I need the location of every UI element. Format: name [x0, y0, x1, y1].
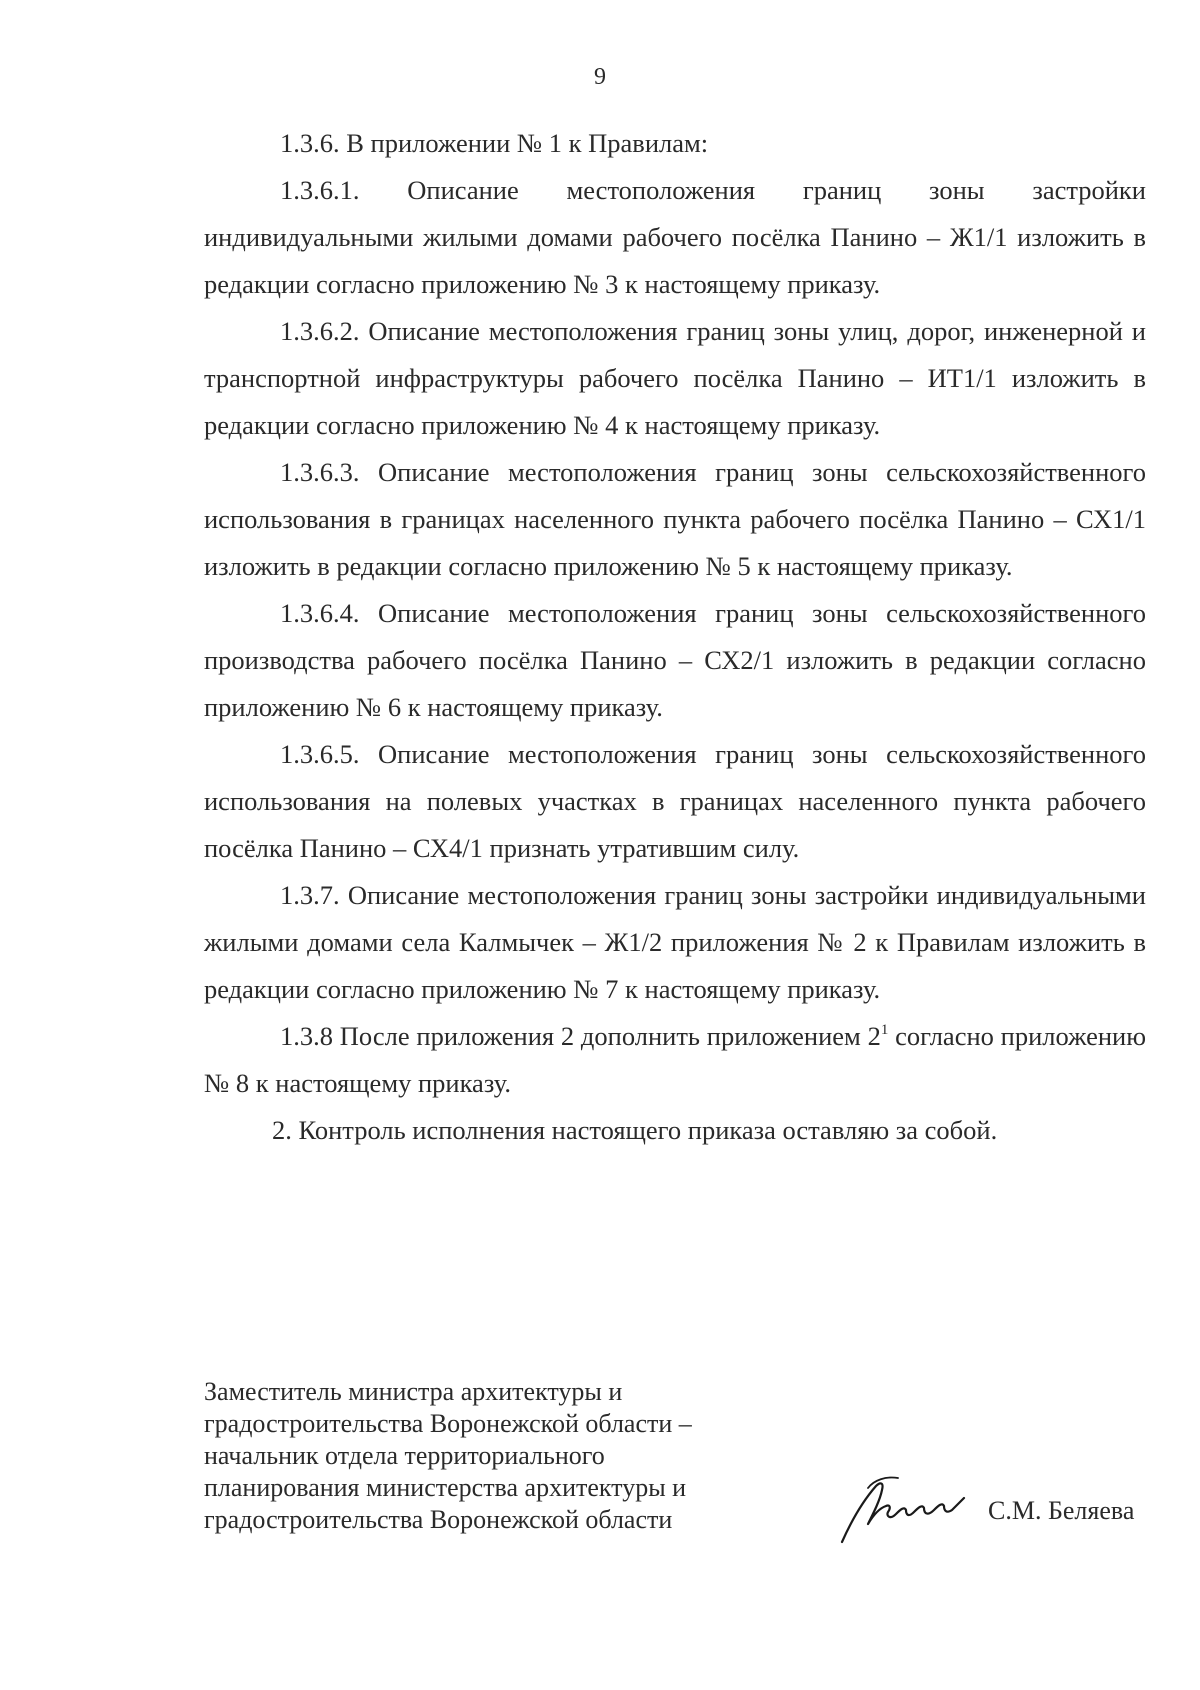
signatory-title-line: начальник отдела территориального	[204, 1441, 605, 1470]
paragraph-1-3-6-2: 1.3.6.2. Описание местоположения границ зоны улиц, дорог, инженерной и транспортной инфраструктуры рабочего посёлка Панино – ИТ1/1 изложить в редакции согласно приложению № 4 к настоящему приказу.	[204, 316, 1146, 440]
paragraph-1-3-6-5: 1.3.6.5. Описание местоположения границ зоны сельскохозяйственного использования на полевых участках в границах населенного пункта рабочего посёлка Панино – СХ4/1 признать утратившим силу.	[204, 739, 1146, 863]
signatory-title-line: градостроительства Воронежской области –	[204, 1409, 692, 1438]
page-number: 9	[594, 64, 606, 90]
paragraph-1-3-8-end: согласно приложению № 8 к настоящему приказу.	[204, 1021, 1146, 1098]
superscript-one: 1	[880, 1022, 889, 1038]
signatory-title-line: градостроительства Воронежской области	[204, 1505, 673, 1534]
document-body	[204, 120, 1146, 1154]
paragraph-1-3-6-4: 1.3.6.4. Описание местоположения границ зоны сельскохозяйственного производства рабочего посёлка Панино – СХ2/1 изложить в редакции согласно приложению № 6 к настоящему приказу.	[204, 598, 1146, 722]
signatory-title	[204, 1376, 764, 1536]
paragraph-1-3-7: 1.3.7. Описание местоположения границ зоны застройки индивидуальными жилыми домами села Калмычек – Ж1/2 приложения № 2 к Правилам изложить в редакции согласно приложению № 7 к настоящему приказу.	[204, 880, 1146, 1004]
paragraph-1-3-6: 1.3.6. В приложении № 1 к Правилам:	[280, 128, 709, 158]
signatory-title-line: Заместитель министра архитектуры и	[204, 1377, 623, 1406]
paragraph-1-3-8-start: 1.3.8 После приложения 2 дополнить приложением 2	[280, 1021, 881, 1051]
handwritten-signature	[828, 1468, 978, 1548]
paragraph-1-3-8	[204, 1013, 1146, 1107]
signer-name: С.М. Беляева	[988, 1496, 1135, 1525]
signatory-title-line: планирования министерства архитектуры и	[204, 1473, 687, 1502]
paragraph-2: 2. Контроль исполнения настоящего приказа оставляю за собой.	[272, 1115, 998, 1145]
paragraph-1-3-6-1: 1.3.6.1. Описание местоположения границ зоны застройки индивидуальными жилыми домами рабочего посёлка Панино – Ж1/1 изложить в редакции согласно приложению № 3 к настоящему приказу.	[204, 175, 1146, 299]
paragraph-1-3-6-3: 1.3.6.3. Описание местоположения границ зоны сельскохозяйственного использования в границах населенного пункта рабочего посёлка Панино – СХ1/1 изложить в редакции согласно приложению № 5 к настоящему приказу.	[204, 457, 1146, 581]
